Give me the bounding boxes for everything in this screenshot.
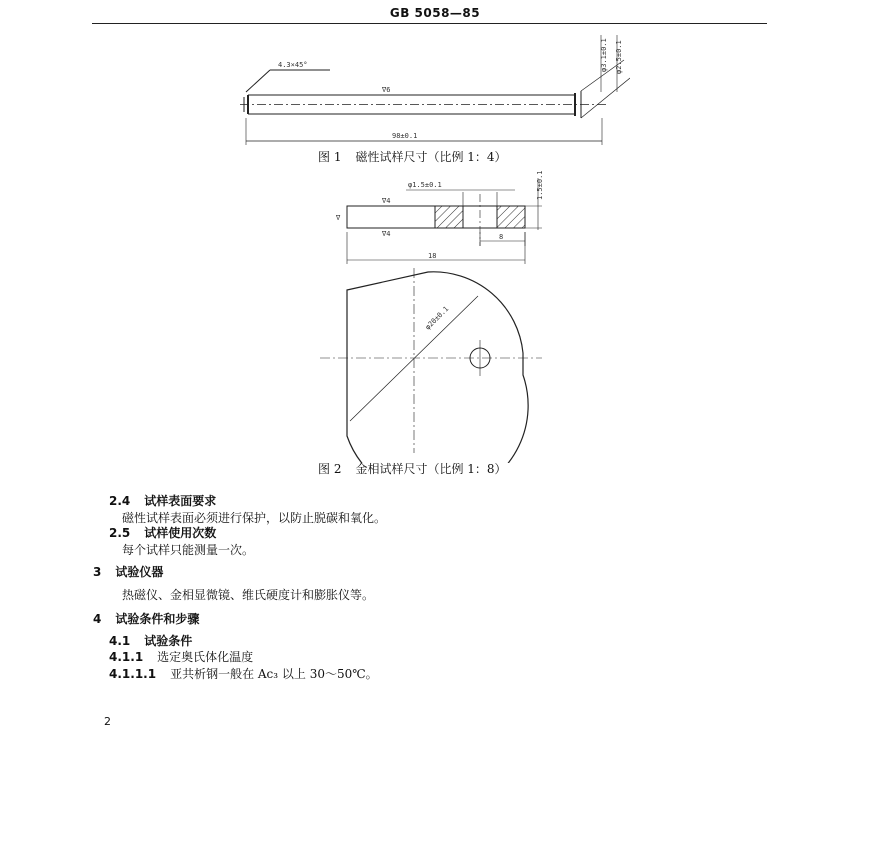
hole-diameter-dimension: φ1.5±0.1 [408, 181, 442, 189]
figure-2-caption [318, 460, 507, 477]
surface-mark-top: ∇4 [382, 197, 391, 205]
section-2-5-heading: 2.5 试样使用次数 [109, 526, 217, 540]
section-2-4-text: 磁性试样表面必须进行保护，以防止脱碳和氧化。 [122, 511, 387, 525]
figure-1-caption-text: 磁性试样尺寸（比例 1：4） [355, 150, 507, 164]
figure-2-label: 图 2 [318, 462, 342, 476]
figure-1-drawing [230, 30, 630, 145]
figure-2-caption-text: 金相试样尺寸（比例 1：8） [355, 462, 507, 476]
figure-1-label: 图 1 [318, 150, 342, 164]
section-2-4-heading: 2.4 试样表面要求 [109, 494, 217, 508]
section-4-1-1-1: 4.1.1.1 亚共析钢一般在 Ac₃ 以上 30～50℃。 [109, 667, 378, 681]
figure-2-drawing [310, 168, 570, 463]
section-4-heading: 4 试验条件和步骤 [93, 612, 200, 626]
total-width-dimension: 18 [428, 252, 437, 260]
section-3-text: 热磁仪、金相显微镜、维氏硬度计和膨胀仪等。 [122, 588, 375, 602]
disk-diameter-dimension: φ20±0.1 [423, 304, 451, 332]
page-number: 2 [104, 715, 111, 728]
figure-1-caption [318, 148, 507, 165]
diameter-dimension-1: φ3.1±0.1 [600, 38, 608, 72]
section-4-1-1: 4.1.1 选定奥氏体化温度 [109, 650, 254, 664]
surface-mark-bottom: ∇4 [382, 230, 391, 238]
section-3-heading: 3 试验仪器 [93, 565, 164, 579]
width-dimension: 8 [499, 233, 504, 241]
chamfer-dimension: 4.3×45° [278, 61, 308, 69]
thickness-dimension: 1.5±0.1 [536, 170, 544, 200]
document-header: GB 5058—85 [389, 6, 481, 20]
surface-mark-side: ∇ [336, 214, 341, 222]
header-rule [92, 23, 767, 24]
surface-roughness-mark: ∇6 [382, 86, 391, 94]
section-2-5-text: 每个试样只能测量一次。 [122, 543, 255, 557]
diameter-dimension-2: φ2.5±0.1 [615, 40, 623, 74]
length-dimension: 98±0.1 [392, 132, 418, 140]
section-4-1-heading: 4.1 试验条件 [109, 634, 193, 648]
